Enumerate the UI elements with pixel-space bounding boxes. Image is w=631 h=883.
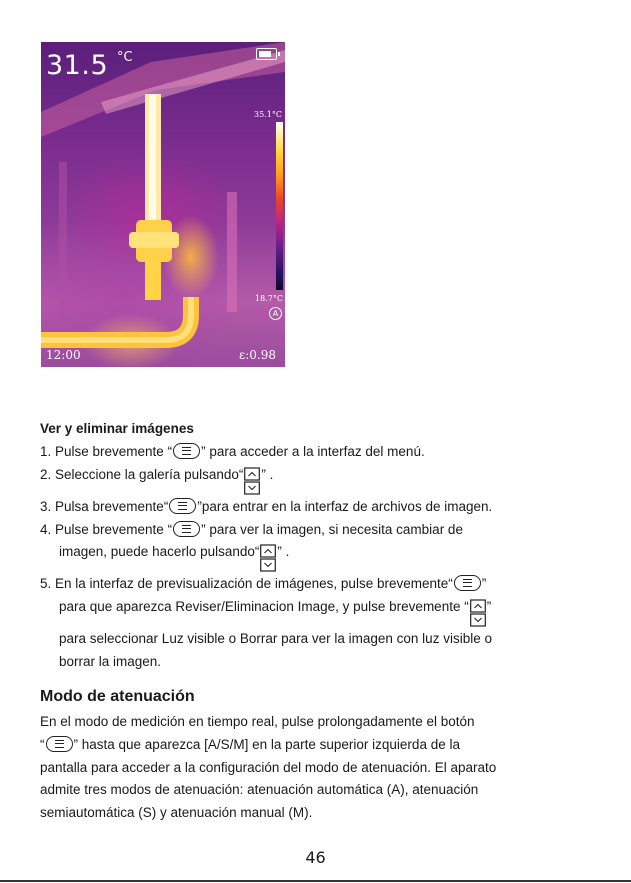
step-text: ” xyxy=(486,599,492,615)
line-text: En el modo de medición en tiempo real, pulse prolongadamente el botón xyxy=(40,714,475,729)
step-text: 3. Pulsa brevemente“ xyxy=(40,498,169,514)
paragraph-line xyxy=(40,711,600,734)
up-down-button-icon xyxy=(244,466,260,496)
list-item xyxy=(40,519,600,542)
step-text: imagen, puede hacerlo pulsando“ xyxy=(59,544,260,560)
step-text: para seleccionar Luz visible o Borrar para ver la imagen con luz visible o xyxy=(59,631,492,647)
section-title-view-delete: Ver y eliminar imágenes xyxy=(40,421,194,436)
step-text: borrar la imagen. xyxy=(59,653,162,669)
battery-fill xyxy=(259,51,271,57)
step-text: 4. Pulse brevemente “ xyxy=(40,521,173,537)
temperature-readout: 31.5 xyxy=(46,50,109,81)
up-down-button-icon xyxy=(260,543,276,573)
scale-max-label: 35.1°C xyxy=(254,110,282,119)
scale-min-label: 18.7°C xyxy=(255,294,283,303)
list-item xyxy=(40,464,600,496)
up-down-button-icon xyxy=(470,598,486,628)
attenuation-paragraph xyxy=(40,711,600,825)
thermal-image xyxy=(41,42,285,367)
list-item xyxy=(40,573,600,596)
step-text: ” para acceder a la interfaz del menú. xyxy=(201,444,425,459)
page-number: 46 xyxy=(305,848,326,867)
list-item xyxy=(40,651,600,674)
section-title-attenuation: Modo de atenuación xyxy=(40,688,195,705)
paragraph-line xyxy=(40,757,600,780)
bottom-divider xyxy=(0,880,631,882)
step-text: ” . xyxy=(277,544,290,560)
list-item xyxy=(40,496,600,519)
line-text: pantalla para acceder a la configuración del modo de atenuación. El aparato xyxy=(40,759,497,775)
menu-button-icon xyxy=(454,575,481,591)
step-text: para que aparezca Reviser/Eliminacion Image, y pulse brevemente “ xyxy=(59,599,469,615)
menu-button-icon xyxy=(169,498,196,514)
line-text: “ xyxy=(40,736,45,752)
step-text: ”para entrar en la interfaz de archivos de imagen. xyxy=(197,498,493,514)
menu-button-icon xyxy=(46,736,73,752)
step-text: 1. Pulse brevemente “ xyxy=(40,444,173,459)
color-scale-bar xyxy=(276,122,283,290)
menu-button-icon xyxy=(173,443,200,459)
paragraph-line xyxy=(40,734,600,757)
line-text: semiautomática (S) y atenuación manual (M). xyxy=(40,805,313,821)
step-text: 5. En la interfaz de previsualización de imágenes, pulse brevemente“ xyxy=(40,576,453,592)
menu-button-icon xyxy=(173,521,200,537)
time-readout: 12:00 xyxy=(46,348,81,362)
step-text: 2. Seleccione la galería pulsando“ xyxy=(40,466,244,482)
battery-icon xyxy=(256,48,277,60)
line-text: ” hasta que aparezca [A/S/M] en la parte superior izquierda de la xyxy=(73,736,460,752)
paragraph-line xyxy=(40,802,600,825)
step-text: ” xyxy=(481,576,487,592)
temperature-unit: °C xyxy=(117,50,133,65)
list-item xyxy=(40,628,600,651)
thermal-scene xyxy=(41,42,285,367)
step-text: ” para ver la imagen, si necesita cambiar de xyxy=(201,521,463,537)
steps-list xyxy=(40,441,600,674)
paragraph-line xyxy=(40,779,600,802)
list-item xyxy=(40,441,600,464)
list-item xyxy=(40,541,600,573)
step-text: ” . xyxy=(261,466,274,482)
list-item xyxy=(40,596,600,628)
emissivity-readout: ε:0.98 xyxy=(239,348,276,362)
line-text: admite tres modos de atenuación: atenuación automática (A), atenuación xyxy=(40,782,479,798)
auto-mode-badge: A xyxy=(269,307,282,320)
